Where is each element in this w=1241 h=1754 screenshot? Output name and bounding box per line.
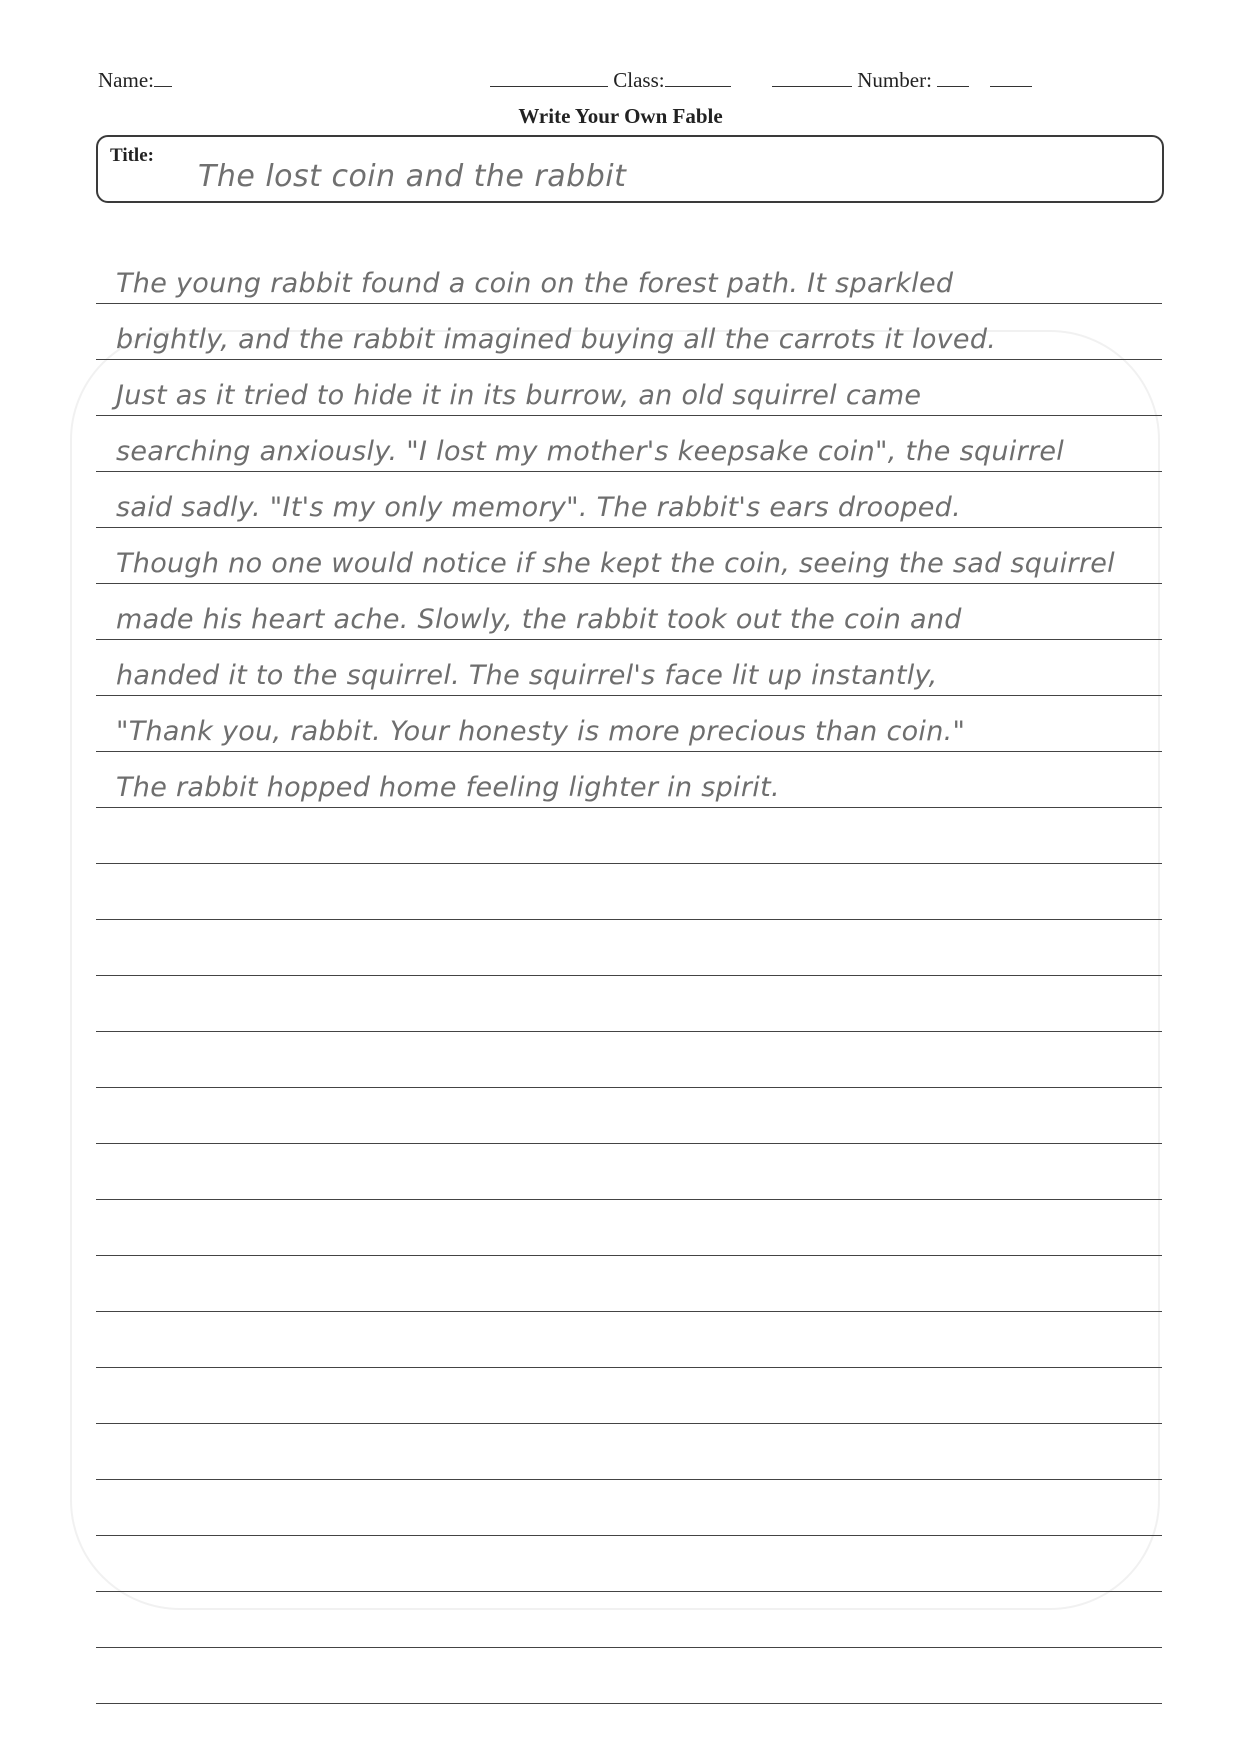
ruled-line[interactable]	[96, 584, 1162, 640]
ruled-line[interactable]	[96, 1200, 1162, 1256]
ruled-line[interactable]	[96, 808, 1162, 864]
ruled-line[interactable]	[96, 920, 1162, 976]
story-writing-area[interactable]	[96, 248, 1162, 1704]
name-label: Name:	[98, 68, 154, 92]
ruled-line[interactable]	[96, 1424, 1162, 1480]
ruled-line[interactable]	[96, 360, 1162, 416]
story-line-text: handed it to the squirrel. The squirrel's face lit up instantly,	[116, 660, 938, 691]
ruled-line[interactable]	[96, 1592, 1162, 1648]
ruled-line[interactable]	[96, 1312, 1162, 1368]
number-label: Number:	[857, 68, 932, 92]
title-label: Title:	[110, 145, 154, 166]
class-blank[interactable]	[665, 66, 731, 87]
class-field[interactable]	[490, 66, 731, 93]
class-label: Class:	[613, 68, 665, 92]
story-line-text: Though no one would notice if she kept the coin, seeing the sad squirrel	[116, 548, 1115, 579]
story-line-text: searching anxiously. "I lost my mother's keepsake coin", the squirrel	[116, 436, 1065, 467]
name-field[interactable]	[98, 66, 172, 93]
ruled-line[interactable]	[96, 752, 1162, 808]
ruled-line[interactable]	[96, 1088, 1162, 1144]
story-line-text: "Thank you, rabbit. Your honesty is more precious than coin."	[116, 716, 966, 747]
ruled-line[interactable]	[96, 640, 1162, 696]
class-pre-blank[interactable]	[490, 66, 608, 87]
ruled-line[interactable]	[96, 1144, 1162, 1200]
ruled-line[interactable]	[96, 472, 1162, 528]
number-field[interactable]	[772, 66, 1032, 93]
title-box[interactable]	[96, 135, 1164, 203]
story-line-text: said sadly. "It's my only memory". The rabbit's ears drooped.	[116, 492, 961, 523]
number-blank-2[interactable]	[990, 66, 1032, 87]
ruled-line[interactable]	[96, 864, 1162, 920]
number-blank[interactable]	[937, 66, 969, 87]
ruled-line[interactable]	[96, 248, 1162, 304]
ruled-line[interactable]	[96, 1648, 1162, 1704]
story-line-text: The rabbit hopped home feeling lighter in spirit.	[116, 772, 780, 803]
title-value[interactable]: The lost coin and the rabbit	[198, 159, 627, 194]
ruled-line[interactable]	[96, 1536, 1162, 1592]
ruled-line[interactable]	[96, 1032, 1162, 1088]
story-line-text: Just as it tried to hide it in its burrow, an old squirrel came	[116, 380, 922, 411]
story-line-text: The young rabbit found a coin on the forest path. It sparkled	[116, 268, 954, 299]
sheet-title: Write Your Own Fable	[518, 104, 723, 128]
ruled-line[interactable]	[96, 696, 1162, 752]
ruled-line[interactable]	[96, 528, 1162, 584]
ruled-line[interactable]	[96, 1256, 1162, 1312]
story-line-text: brightly, and the rabbit imagined buying all the carrots it loved.	[116, 324, 997, 355]
worksheet-header	[0, 66, 1241, 96]
number-pre-blank[interactable]	[772, 66, 852, 87]
ruled-line[interactable]	[96, 1480, 1162, 1536]
story-line-text: made his heart ache. Slowly, the rabbit took out the coin and	[116, 604, 962, 635]
ruled-line[interactable]	[96, 304, 1162, 360]
name-blank[interactable]	[154, 66, 172, 87]
ruled-line[interactable]	[96, 976, 1162, 1032]
ruled-line[interactable]	[96, 416, 1162, 472]
ruled-line[interactable]	[96, 1368, 1162, 1424]
